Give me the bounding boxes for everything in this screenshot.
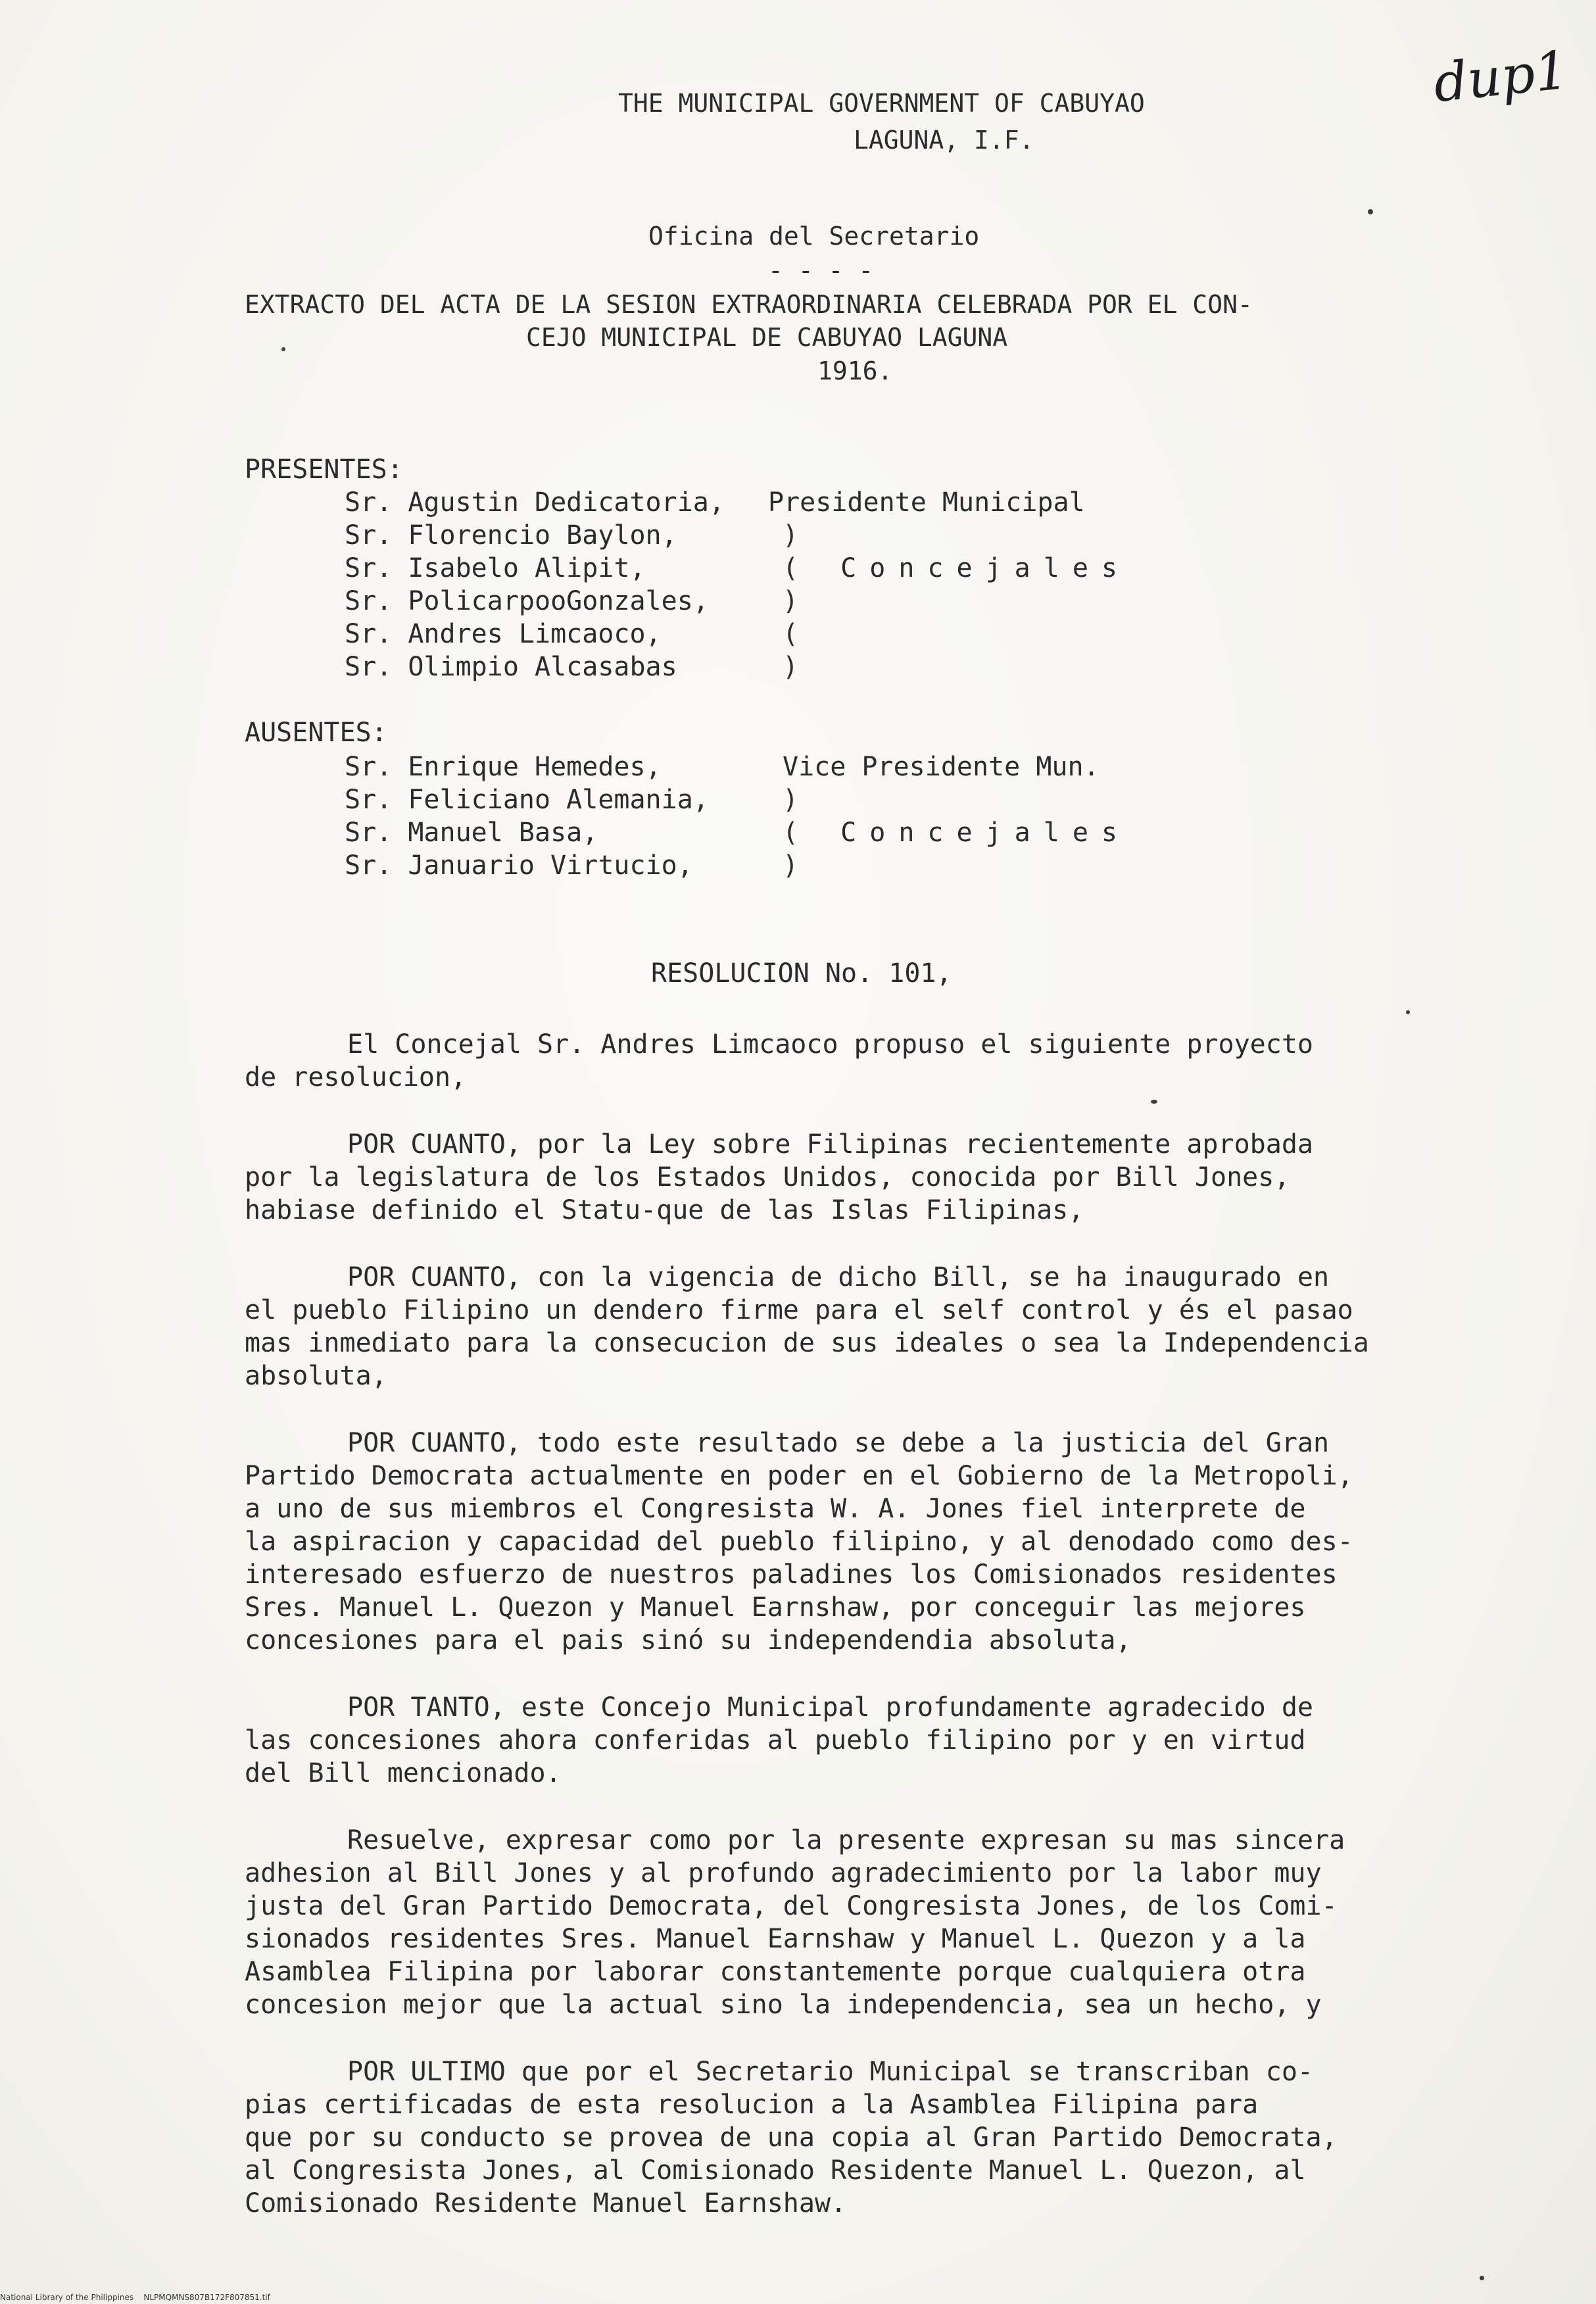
title-line-1: EXTRACTO DEL ACTA DE LA SESION EXTRAORDINARIA CELEBRADA POR EL CON-	[245, 290, 1253, 319]
office-heading: Oficina del Secretario	[648, 222, 980, 251]
finally-line: que por su conducto se provea de una copia al Gran Partido Democrata,	[245, 2122, 1338, 2153]
whereas-3-line: POR CUANTO, todo este resultado se debe a la justicia del Gran	[347, 1428, 1330, 1458]
whereas-1-line: POR CUANTO, por la Ley sobre Filipinas recientemente aprobada	[347, 1129, 1314, 1160]
ausente-role: )	[783, 850, 799, 881]
whereas-3-line: Partido Democrata actualmente en poder en el Gobierno de la Metropoli,	[245, 1461, 1353, 1491]
presente-name: Sr. Agustin Dedicatoria,	[345, 487, 725, 518]
intro-line: de resolucion,	[245, 1062, 467, 1092]
therefore-line: POR TANTO, este Concejo Municipal profundamente agradecido de	[347, 1692, 1314, 1723]
whereas-3-line: la aspiracion y capacidad del pueblo filipino, y al denodado como des-	[245, 1527, 1353, 1557]
finally-line: pias certificadas de esta resolucion a la Asamblea Filipina para	[245, 2090, 1259, 2120]
resolve-line: concesion mejor que la actual sino la independencia, sea un hecho, y	[245, 1990, 1322, 2020]
paper-speck	[1406, 1010, 1410, 1014]
presente-role: (	[783, 619, 799, 649]
whereas-3-line: Sres. Manuel L. Quezon y Manuel Earnshaw, por conceguir las mejores	[245, 1592, 1306, 1623]
ausente-role: ( Concejales	[783, 818, 1130, 848]
whereas-3-line: a uno de sus miembros el Congresista W. A. Jones fiel interprete de	[245, 1494, 1306, 1524]
presente-name: Sr. PolicarpooGonzales,	[345, 586, 709, 616]
paper-speck	[1368, 209, 1373, 214]
resolve-line: sionados residentes Sres. Manuel Earnshaw y Manuel L. Quezon y a la	[245, 1924, 1306, 1954]
whereas-3-line: interesado esfuerzo de nuestros paladines los Comisionados residentes	[245, 1559, 1338, 1590]
whereas-2-line: POR CUANTO, con la vigencia de dicho Bill, se ha inaugurado en	[347, 1262, 1330, 1292]
presente-name: Sr. Florencio Baylon,	[345, 520, 677, 551]
therefore-line: las concesiones ahora conferidas al pueblo filipino por y en virtud	[245, 1725, 1306, 1755]
archive-footer: National Library of the Philippines NLPMQMNS807B172F807851.tif	[0, 2293, 270, 2302]
presentes-heading: PRESENTES:	[245, 454, 403, 485]
presente-role: Presidente Municipal	[768, 487, 1085, 518]
ausentes-heading: AUSENTES:	[245, 718, 387, 748]
title-year: 1916.	[817, 356, 893, 385]
therefore-line: del Bill mencionado.	[245, 1758, 562, 1788]
resolve-line: justa del Gran Partido Democrata, del Congresista Jones, de los Comi-	[245, 1891, 1338, 1921]
whereas-2-line: absoluta,	[245, 1361, 387, 1391]
resolve-line: adhesion al Bill Jones y al profundo agradecimiento por la labor muy	[245, 1858, 1322, 1888]
intro-line: El Concejal Sr. Andres Limcaoco propuso el siguiente proyecto	[347, 1029, 1314, 1060]
paper-speck	[281, 347, 285, 351]
title-line-2: CEJO MUNICIPAL DE CABUYAO LAGUNA	[526, 323, 1008, 352]
ausente-name: Sr. Enrique Hemedes,	[345, 752, 662, 782]
finally-line: POR ULTIMO que por el Secretario Municipal se transcriban co-	[347, 2057, 1314, 2087]
presente-name: Sr. Olimpio Alcasabas	[345, 652, 677, 682]
handwritten-margin-note: dup1	[1430, 39, 1572, 114]
whereas-1-line: por la legislatura de los Estados Unidos, conocida por Bill Jones,	[245, 1162, 1290, 1192]
finally-line: Comisionado Residente Manuel Earnshaw.	[245, 2188, 847, 2218]
ausente-name: Sr. Manuel Basa,	[345, 818, 598, 848]
header-line-2: LAGUNA, I.F.	[854, 126, 1034, 155]
whereas-2-line: el pueblo Filipino un dendero firme para el self control y és el pasao	[245, 1295, 1353, 1325]
paper-speck	[1480, 2276, 1484, 2280]
presente-role: )	[783, 652, 799, 682]
ausente-name: Sr. Januario Virtucio,	[345, 850, 693, 881]
presente-role: )	[783, 520, 799, 551]
ausente-role: )	[783, 785, 799, 815]
ausente-name: Sr. Feliciano Alemania,	[345, 785, 709, 815]
whereas-1-line: habiase definido el Statu-que de las Islas Filipinas,	[245, 1195, 1084, 1225]
resolve-line: Resuelve, expresar como por la presente expresan su mas sincera	[347, 1825, 1345, 1855]
finally-line: al Congresista Jones, al Comisionado Residente Manuel L. Quezon, al	[245, 2155, 1306, 2186]
presente-role: ( Concejales	[783, 553, 1130, 583]
presente-name: Sr. Andres Limcaoco,	[345, 619, 662, 649]
whereas-2-line: mas inmediato para la consecucion de sus ideales o sea la Independencia	[245, 1328, 1369, 1358]
whereas-3-line: concesiones para el pais sinó su independendia absoluta,	[245, 1625, 1132, 1655]
header-line-1: THE MUNICIPAL GOVERNMENT OF CABUYAO	[618, 89, 1145, 118]
presente-role: )	[783, 586, 799, 616]
resolve-line: Asamblea Filipina por laborar constantemente porque cualquiera otra	[245, 1957, 1306, 1987]
paper-speck	[1151, 1100, 1157, 1104]
ausente-role: Vice Presidente Mun.	[783, 752, 1100, 782]
presente-name: Sr. Isabelo Alipit,	[345, 553, 646, 583]
resolution-title: RESOLUCION No. 101,	[651, 958, 952, 989]
office-divider: - - - -	[768, 256, 874, 285]
